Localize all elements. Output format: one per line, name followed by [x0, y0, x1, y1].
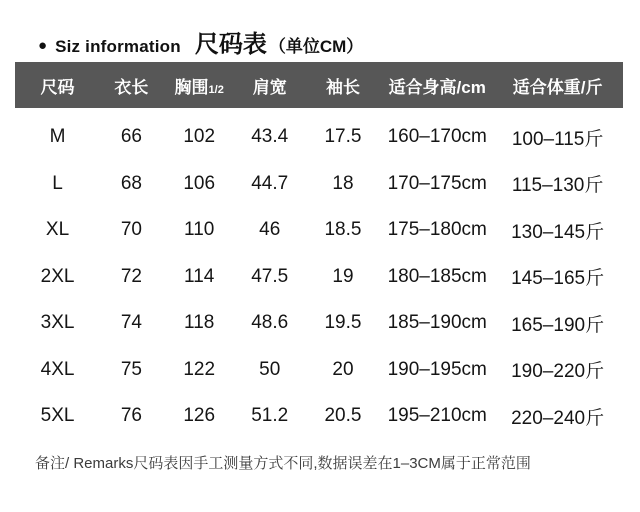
size-table — [15, 62, 623, 440]
table-cell-height: 195–210cm — [387, 405, 487, 427]
table-cell-weight: 100–115斤 — [511, 128, 604, 150]
table-cell-sleeve: 19.5 — [324, 312, 362, 334]
table-cell-size: XL — [45, 219, 70, 241]
table-cell-shoulder: 43.4 — [251, 126, 289, 148]
table-cell-chest: 110 — [184, 219, 215, 241]
column-header-length: 衣长 — [114, 77, 149, 97]
table-row — [15, 161, 623, 208]
table-cell-chest: 118 — [184, 312, 215, 334]
table-row — [15, 207, 623, 254]
table-cell-length: 75 — [120, 358, 142, 380]
table-cell-weight: 145–165斤 — [511, 268, 605, 290]
table-cell-length: 68 — [120, 172, 142, 194]
column-header-shoulder: 肩宽 — [252, 77, 287, 97]
column-header-height: 适合身高/cm — [388, 77, 486, 97]
title-english: Siz information — [55, 37, 181, 56]
table-cell-chest: 122 — [183, 358, 216, 380]
title-unit: （单位CM） — [268, 37, 364, 56]
table-cell-shoulder: 44.7 — [251, 172, 289, 194]
remarks-note: 备注/ Remarks尺码表因手工测量方式不同,数据误差在1–3CM属于正常范围 — [35, 455, 531, 472]
table-row — [15, 393, 623, 440]
table-cell-weight: 165–190斤 — [511, 314, 605, 336]
table-cell-shoulder: 46 — [259, 219, 281, 241]
table-row — [15, 254, 623, 301]
table-cell-chest: 114 — [184, 265, 215, 287]
table-cell-length: 74 — [120, 312, 142, 334]
table-cell-sleeve: 20.5 — [324, 405, 362, 427]
table-cell-height: 190–195cm — [387, 358, 487, 380]
column-header-weight: 适合体重/斤 — [512, 77, 603, 97]
bullet-icon: ● — [38, 37, 48, 54]
page-title — [38, 24, 363, 59]
table-cell-sleeve: 17.5 — [324, 126, 362, 148]
table-cell-length: 76 — [120, 405, 142, 427]
table-cell-sleeve: 18.5 — [324, 219, 362, 241]
table-cell-size: L — [52, 172, 63, 194]
table-row — [15, 347, 623, 394]
table-cell-weight: 220–240斤 — [511, 407, 605, 429]
table-cell-chest: 106 — [183, 172, 216, 194]
table-cell-size: 3XL — [40, 312, 75, 334]
column-header-sub: 1/2 — [208, 83, 224, 96]
table-cell-height: 160–170cm — [387, 126, 487, 148]
table-body — [15, 114, 623, 440]
table-cell-length: 72 — [120, 265, 142, 287]
table-cell-size: 5XL — [40, 405, 75, 427]
table-cell-height: 180–185cm — [387, 265, 487, 287]
table-cell-chest: 102 — [183, 126, 216, 148]
table-cell-height: 185–190cm — [387, 312, 487, 334]
column-header-chest: 胸围1/2 — [174, 77, 224, 97]
table-cell-shoulder: 51.2 — [251, 405, 289, 427]
table-cell-length: 66 — [120, 126, 142, 148]
table-cell-sleeve: 18 — [332, 172, 354, 194]
table-cell-height: 170–175cm — [387, 172, 487, 194]
column-header-sleeve: 袖长 — [325, 77, 360, 97]
title-chinese: 尺码表 — [194, 31, 267, 58]
table-cell-shoulder: 48.6 — [251, 312, 289, 334]
table-cell-sleeve: 19 — [332, 265, 354, 287]
table-cell-size: 4XL — [40, 358, 75, 380]
table-cell-length: 70 — [120, 219, 142, 241]
table-cell-shoulder: 47.5 — [251, 265, 289, 287]
table-cell-weight: 115–130斤 — [511, 175, 604, 197]
column-header-size: 尺码 — [40, 77, 75, 97]
table-cell-size: M — [49, 126, 66, 148]
table-cell-height: 175–180cm — [387, 219, 487, 241]
table-cell-sleeve: 20 — [332, 358, 354, 380]
table-cell-size: 2XL — [40, 265, 75, 287]
table-cell-weight: 130–145斤 — [511, 221, 605, 243]
table-row — [15, 300, 623, 347]
table-cell-weight: 190–220斤 — [511, 361, 605, 383]
table-header-row — [15, 62, 623, 108]
table-cell-chest: 126 — [183, 405, 216, 427]
table-cell-shoulder: 50 — [259, 358, 281, 380]
table-row — [15, 114, 623, 161]
